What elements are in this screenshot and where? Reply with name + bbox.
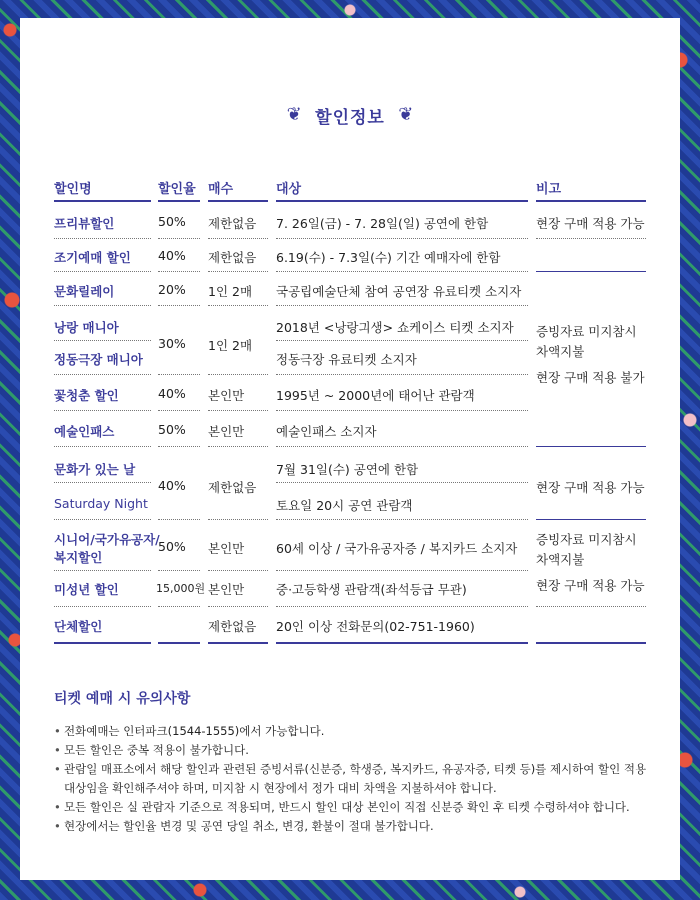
header-note: 비고 — [536, 182, 562, 197]
booking-notes — [54, 688, 654, 836]
list-item: • 현장에서는 할인율 변경 및 공연 당일 취소, 변경, 환불이 절대 불가합니다. — [54, 817, 654, 836]
list-item: • 모든 할인은 중복 적용이 불가합니다. — [54, 741, 654, 760]
note-onsite-yes: 현장 구매 적용 가능 — [536, 480, 645, 495]
list-item: • 관람일 매표소에서 해당 할인과 관련된 증빙서류(신분증, 학생증, 복지카드, 유공자증, 티켓 등)를 제시하여 할인 적용 — [54, 760, 654, 779]
content-card: ❦ 할인정보 ❦ 할인명 할인율 매수 대상 비고 프리뷰할인 50% 제한없음 7. 26일(금) - 7. 28일(일) 공연에 한함 현장 구매 적용 가능 조기예매 할인 40% 제한없음 6.19(수) - 7.3일(수) 기간 예매자에 한함 문화릴레이 20% 1인 2매 국공립예술단체 참여 공연장 유료티켓 소지자 낭랑 매니아 2018년 <낭랑긔생> 쇼케이스 티켓 소지자 정동극장 매니아 정동극장 유료티켓 소지자 30% 1인 2매 증빙자료 미지참시 차액지불 현장 구매 적용 불가 꽃청춘 할인 40% 본인만 1995년 ~ 2000년에 태어난 관람객 예술인패스 50% 본인만 예술인패스 소지자 문화가 있는 날 7월 31일(수) 공연에 한함 Saturday Night 토요일 20시 공연 관람객 40% 제한없음 현장 구매 적용 가능 시니어/국가유공자/ 복지할인 50% 본인만 60세 이상 / 국가유공자증 / 복지카드 소지자 증빙자료 미지참시 차액지불 현장 구매 적용 가능 미성년 할인 15,000원 본인만 중·고등학생 관람객(좌석등급 무관) 단체할인 제한없음 20인 이상 전화문의(02-751-1960) 티켓 예매 시 유의사항 • 전화예매는 인터파크(1544-1555)에서 가능합니다. • 모든 할인은 중복 적용이 불가합니다. • 관람일 매표소에서 해당 할인과 관련된 증빙서류(신분증, 학생증, 복지카드, 유공자증, 티켓 등)를 제시하여 할인 적용 대상임을 확인해주셔야 하며, 미지참 시 현장에서 정가 대비 차액을 지불하셔야 합니다. • 모든 할인은 실 관람자 기준으로 적용되며, 반드시 할인 대상 본인이 직접 신분증 확인 후 티켓 수령하셔야 합니다. • 현장에서는 할인율 변경 및 공연 당일 취소, 변경, 환불이 절대 불가합니다. — [20, 18, 680, 880]
culture-rate: 40% — [158, 478, 186, 493]
ornament-left-icon: ❦ — [286, 104, 302, 125]
list-item: • 모든 할인은 실 관람자 기준으로 적용되며, 반드시 할인 대상 본인이 직접 신분증 확인 후 티켓 수령하셔야 합니다. — [54, 798, 654, 817]
note-proof-b2: 차액지불 — [536, 552, 585, 567]
note-onsite-no: 현장 구매 적용 불가 — [536, 370, 645, 385]
header-qty: 매수 — [208, 182, 234, 197]
list-item-continued: 대상임을 확인해주셔야 하며, 미지참 시 현장에서 정가 대비 차액을 지불하셔야 합니다. — [64, 781, 497, 795]
page-title: 할인정보 — [315, 107, 385, 128]
header-target: 대상 — [276, 182, 302, 197]
mania-rate: 30% — [158, 336, 186, 351]
note-proof: 증빙자료 미지참시 — [536, 324, 637, 339]
header-name: 할인명 — [54, 182, 92, 197]
note-proof-2: 차액지불 — [536, 344, 585, 359]
note-onsite-yes2: 현장 구매 적용 가능 — [536, 578, 645, 593]
ornament-right-icon: ❦ — [398, 104, 414, 125]
notes-title: 티켓 예매 시 유의사항 — [54, 691, 191, 707]
list-item: • 전화예매는 인터파크(1544-1555)에서 가능합니다. — [54, 722, 654, 741]
note-proof-b: 증빙자료 미지참시 — [536, 532, 637, 547]
mania-qty: 1인 2매 — [208, 338, 253, 353]
title-bar — [20, 98, 680, 132]
header-rate: 할인율 — [158, 182, 196, 197]
culture-qty: 제한없음 — [208, 480, 257, 495]
